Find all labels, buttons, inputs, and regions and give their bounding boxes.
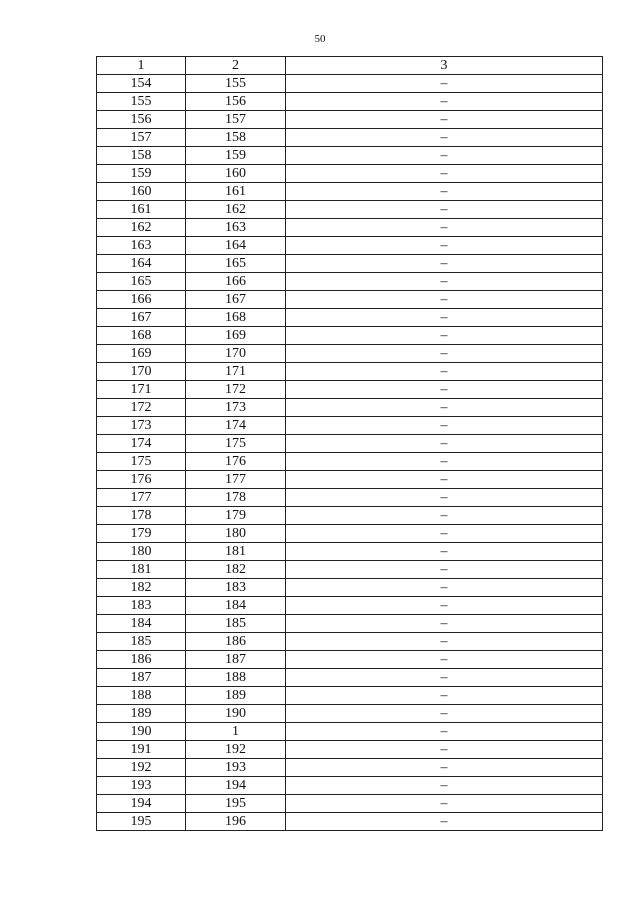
table-cell-col-2: 165 bbox=[186, 255, 286, 273]
table-cell-col-3: – bbox=[286, 219, 603, 237]
table-cell-col-2: 182 bbox=[186, 561, 286, 579]
table-row bbox=[97, 381, 603, 399]
table-cell-col-1: 167 bbox=[97, 309, 186, 327]
table-cell-col-2: 194 bbox=[186, 777, 286, 795]
table-cell-col-3: – bbox=[286, 453, 603, 471]
table-row bbox=[97, 183, 603, 201]
table-cell-col-2: 192 bbox=[186, 741, 286, 759]
table-cell-col-2: 185 bbox=[186, 615, 286, 633]
table-cell-col-1: 180 bbox=[97, 543, 186, 561]
table-cell-col-3: – bbox=[286, 561, 603, 579]
table-cell-col-2: 155 bbox=[186, 75, 286, 93]
table-cell-col-1: 193 bbox=[97, 777, 186, 795]
table-cell-col-1: 162 bbox=[97, 219, 186, 237]
table-cell-col-1: 174 bbox=[97, 435, 186, 453]
table-row bbox=[97, 201, 603, 219]
table-cell-col-2: 173 bbox=[186, 399, 286, 417]
table-cell-col-3: – bbox=[286, 417, 603, 435]
table-row bbox=[97, 237, 603, 255]
table-cell-col-1: 156 bbox=[97, 111, 186, 129]
table-cell-col-2: 189 bbox=[186, 687, 286, 705]
table-row bbox=[97, 741, 603, 759]
table-cell-col-1: 160 bbox=[97, 183, 186, 201]
table-cell-col-2: 158 bbox=[186, 129, 286, 147]
table-row bbox=[97, 705, 603, 723]
data-table bbox=[96, 56, 603, 831]
table-cell-col-2: 168 bbox=[186, 309, 286, 327]
table-cell-col-3: – bbox=[286, 579, 603, 597]
table-row bbox=[97, 813, 603, 831]
table-cell-col-3: – bbox=[286, 327, 603, 345]
table-cell-col-3: – bbox=[286, 741, 603, 759]
table-cell-col-3: – bbox=[286, 129, 603, 147]
table-cell-col-1: 154 bbox=[97, 75, 186, 93]
table-cell-col-3: – bbox=[286, 363, 603, 381]
table-cell-col-3: – bbox=[286, 345, 603, 363]
table-row bbox=[97, 507, 603, 525]
table-cell-col-2: 164 bbox=[186, 237, 286, 255]
table-cell-col-1: 169 bbox=[97, 345, 186, 363]
table-cell-col-2: 195 bbox=[186, 795, 286, 813]
table-cell-col-1: 178 bbox=[97, 507, 186, 525]
table-row bbox=[97, 759, 603, 777]
column-header-1: 1 bbox=[97, 57, 186, 75]
table-cell-col-2: 159 bbox=[186, 147, 286, 165]
table-cell-col-2: 156 bbox=[186, 93, 286, 111]
table-row bbox=[97, 363, 603, 381]
table-cell-col-3: – bbox=[286, 309, 603, 327]
table-cell-col-3: – bbox=[286, 507, 603, 525]
table-cell-col-3: – bbox=[286, 183, 603, 201]
table-cell-col-3: – bbox=[286, 381, 603, 399]
table-cell-col-1: 175 bbox=[97, 453, 186, 471]
table-cell-col-2: 167 bbox=[186, 291, 286, 309]
table-cell-col-3: – bbox=[286, 651, 603, 669]
table-row bbox=[97, 723, 603, 741]
table-cell-col-2: 171 bbox=[186, 363, 286, 381]
table-cell-col-2: 193 bbox=[186, 759, 286, 777]
table-row bbox=[97, 345, 603, 363]
column-header-3: 3 bbox=[286, 57, 603, 75]
table-cell-col-1: 182 bbox=[97, 579, 186, 597]
table-cell-col-2: 179 bbox=[186, 507, 286, 525]
table-row bbox=[97, 327, 603, 345]
table-cell-col-2: 1 bbox=[186, 723, 286, 741]
table-row bbox=[97, 165, 603, 183]
table-row bbox=[97, 417, 603, 435]
table-cell-col-3: – bbox=[286, 273, 603, 291]
table-cell-col-3: – bbox=[286, 489, 603, 507]
table-cell-col-2: 162 bbox=[186, 201, 286, 219]
table-cell-col-3: – bbox=[286, 111, 603, 129]
table-row bbox=[97, 399, 603, 417]
table-cell-col-2: 161 bbox=[186, 183, 286, 201]
table-row bbox=[97, 471, 603, 489]
table-cell-col-1: 191 bbox=[97, 741, 186, 759]
table-cell-col-1: 192 bbox=[97, 759, 186, 777]
table-cell-col-1: 177 bbox=[97, 489, 186, 507]
table-row bbox=[97, 489, 603, 507]
table-cell-col-1: 173 bbox=[97, 417, 186, 435]
table-row bbox=[97, 435, 603, 453]
table-cell-col-3: – bbox=[286, 543, 603, 561]
table-cell-col-2: 175 bbox=[186, 435, 286, 453]
table-row bbox=[97, 93, 603, 111]
table-cell-col-1: 179 bbox=[97, 525, 186, 543]
table-cell-col-3: – bbox=[286, 759, 603, 777]
table-cell-col-2: 172 bbox=[186, 381, 286, 399]
table-row bbox=[97, 543, 603, 561]
table-cell-col-3: – bbox=[286, 633, 603, 651]
table-cell-col-2: 178 bbox=[186, 489, 286, 507]
table-cell-col-3: – bbox=[286, 669, 603, 687]
table-cell-col-1: 161 bbox=[97, 201, 186, 219]
table-cell-col-2: 188 bbox=[186, 669, 286, 687]
table-cell-col-1: 195 bbox=[97, 813, 186, 831]
table-row bbox=[97, 669, 603, 687]
table-cell-col-1: 168 bbox=[97, 327, 186, 345]
table-cell-col-3: – bbox=[286, 813, 603, 831]
table-cell-col-3: – bbox=[286, 795, 603, 813]
table-row bbox=[97, 111, 603, 129]
table-cell-col-3: – bbox=[286, 777, 603, 795]
table-cell-col-2: 187 bbox=[186, 651, 286, 669]
table-cell-col-3: – bbox=[286, 201, 603, 219]
table-cell-col-1: 159 bbox=[97, 165, 186, 183]
table-cell-col-1: 184 bbox=[97, 615, 186, 633]
table-cell-col-1: 185 bbox=[97, 633, 186, 651]
table-cell-col-2: 196 bbox=[186, 813, 286, 831]
table-cell-col-3: – bbox=[286, 399, 603, 417]
table-cell-col-1: 158 bbox=[97, 147, 186, 165]
table-cell-col-1: 155 bbox=[97, 93, 186, 111]
table-cell-col-2: 190 bbox=[186, 705, 286, 723]
table-cell-col-2: 176 bbox=[186, 453, 286, 471]
table-row bbox=[97, 129, 603, 147]
table-cell-col-2: 177 bbox=[186, 471, 286, 489]
table-cell-col-1: 163 bbox=[97, 237, 186, 255]
table-cell-col-1: 186 bbox=[97, 651, 186, 669]
table-cell-col-3: – bbox=[286, 291, 603, 309]
table-row bbox=[97, 795, 603, 813]
table-cell-col-2: 174 bbox=[186, 417, 286, 435]
table-row bbox=[97, 687, 603, 705]
table-cell-col-1: 183 bbox=[97, 597, 186, 615]
table-cell-col-3: – bbox=[286, 93, 603, 111]
table-row bbox=[97, 525, 603, 543]
table-cell-col-2: 157 bbox=[186, 111, 286, 129]
table-cell-col-3: – bbox=[286, 705, 603, 723]
table-cell-col-1: 194 bbox=[97, 795, 186, 813]
table-cell-col-3: – bbox=[286, 435, 603, 453]
table-cell-col-2: 183 bbox=[186, 579, 286, 597]
table-body bbox=[97, 75, 603, 831]
table-cell-col-2: 181 bbox=[186, 543, 286, 561]
table-row bbox=[97, 651, 603, 669]
table-row bbox=[97, 255, 603, 273]
table-cell-col-3: – bbox=[286, 147, 603, 165]
table-cell-col-1: 181 bbox=[97, 561, 186, 579]
table-cell-col-2: 160 bbox=[186, 165, 286, 183]
table-cell-col-2: 170 bbox=[186, 345, 286, 363]
table-cell-col-3: – bbox=[286, 525, 603, 543]
table-cell-col-1: 157 bbox=[97, 129, 186, 147]
table-row bbox=[97, 453, 603, 471]
table-cell-col-2: 166 bbox=[186, 273, 286, 291]
table-cell-col-3: – bbox=[286, 597, 603, 615]
table-row bbox=[97, 273, 603, 291]
table-cell-col-1: 165 bbox=[97, 273, 186, 291]
table-row bbox=[97, 561, 603, 579]
table-cell-col-1: 176 bbox=[97, 471, 186, 489]
table-cell-col-1: 166 bbox=[97, 291, 186, 309]
table-row bbox=[97, 147, 603, 165]
table-cell-col-1: 187 bbox=[97, 669, 186, 687]
table-cell-col-3: – bbox=[286, 615, 603, 633]
table-cell-col-3: – bbox=[286, 165, 603, 183]
table-cell-col-2: 184 bbox=[186, 597, 286, 615]
page-number: 50 bbox=[314, 33, 326, 45]
table-row bbox=[97, 597, 603, 615]
table-row bbox=[97, 75, 603, 93]
table-cell-col-3: – bbox=[286, 255, 603, 273]
table-row bbox=[97, 615, 603, 633]
table-cell-col-1: 171 bbox=[97, 381, 186, 399]
table-row bbox=[97, 291, 603, 309]
table-cell-col-2: 180 bbox=[186, 525, 286, 543]
table-cell-col-1: 188 bbox=[97, 687, 186, 705]
table-cell-col-3: – bbox=[286, 723, 603, 741]
table-cell-col-1: 190 bbox=[97, 723, 186, 741]
table-row bbox=[97, 309, 603, 327]
table-cell-col-2: 186 bbox=[186, 633, 286, 651]
table-row bbox=[97, 777, 603, 795]
table-header bbox=[97, 57, 603, 75]
table-cell-col-1: 164 bbox=[97, 255, 186, 273]
table-row bbox=[97, 579, 603, 597]
table-cell-col-2: 163 bbox=[186, 219, 286, 237]
table-cell-col-3: – bbox=[286, 237, 603, 255]
table-cell-col-3: – bbox=[286, 687, 603, 705]
table-cell-col-2: 169 bbox=[186, 327, 286, 345]
table-cell-col-3: – bbox=[286, 75, 603, 93]
column-header-2: 2 bbox=[186, 57, 286, 75]
table-cell-col-1: 189 bbox=[97, 705, 186, 723]
header-row bbox=[97, 57, 603, 75]
table-cell-col-1: 172 bbox=[97, 399, 186, 417]
table-cell-col-3: – bbox=[286, 471, 603, 489]
table-row bbox=[97, 219, 603, 237]
table-cell-col-1: 170 bbox=[97, 363, 186, 381]
table-row bbox=[97, 633, 603, 651]
